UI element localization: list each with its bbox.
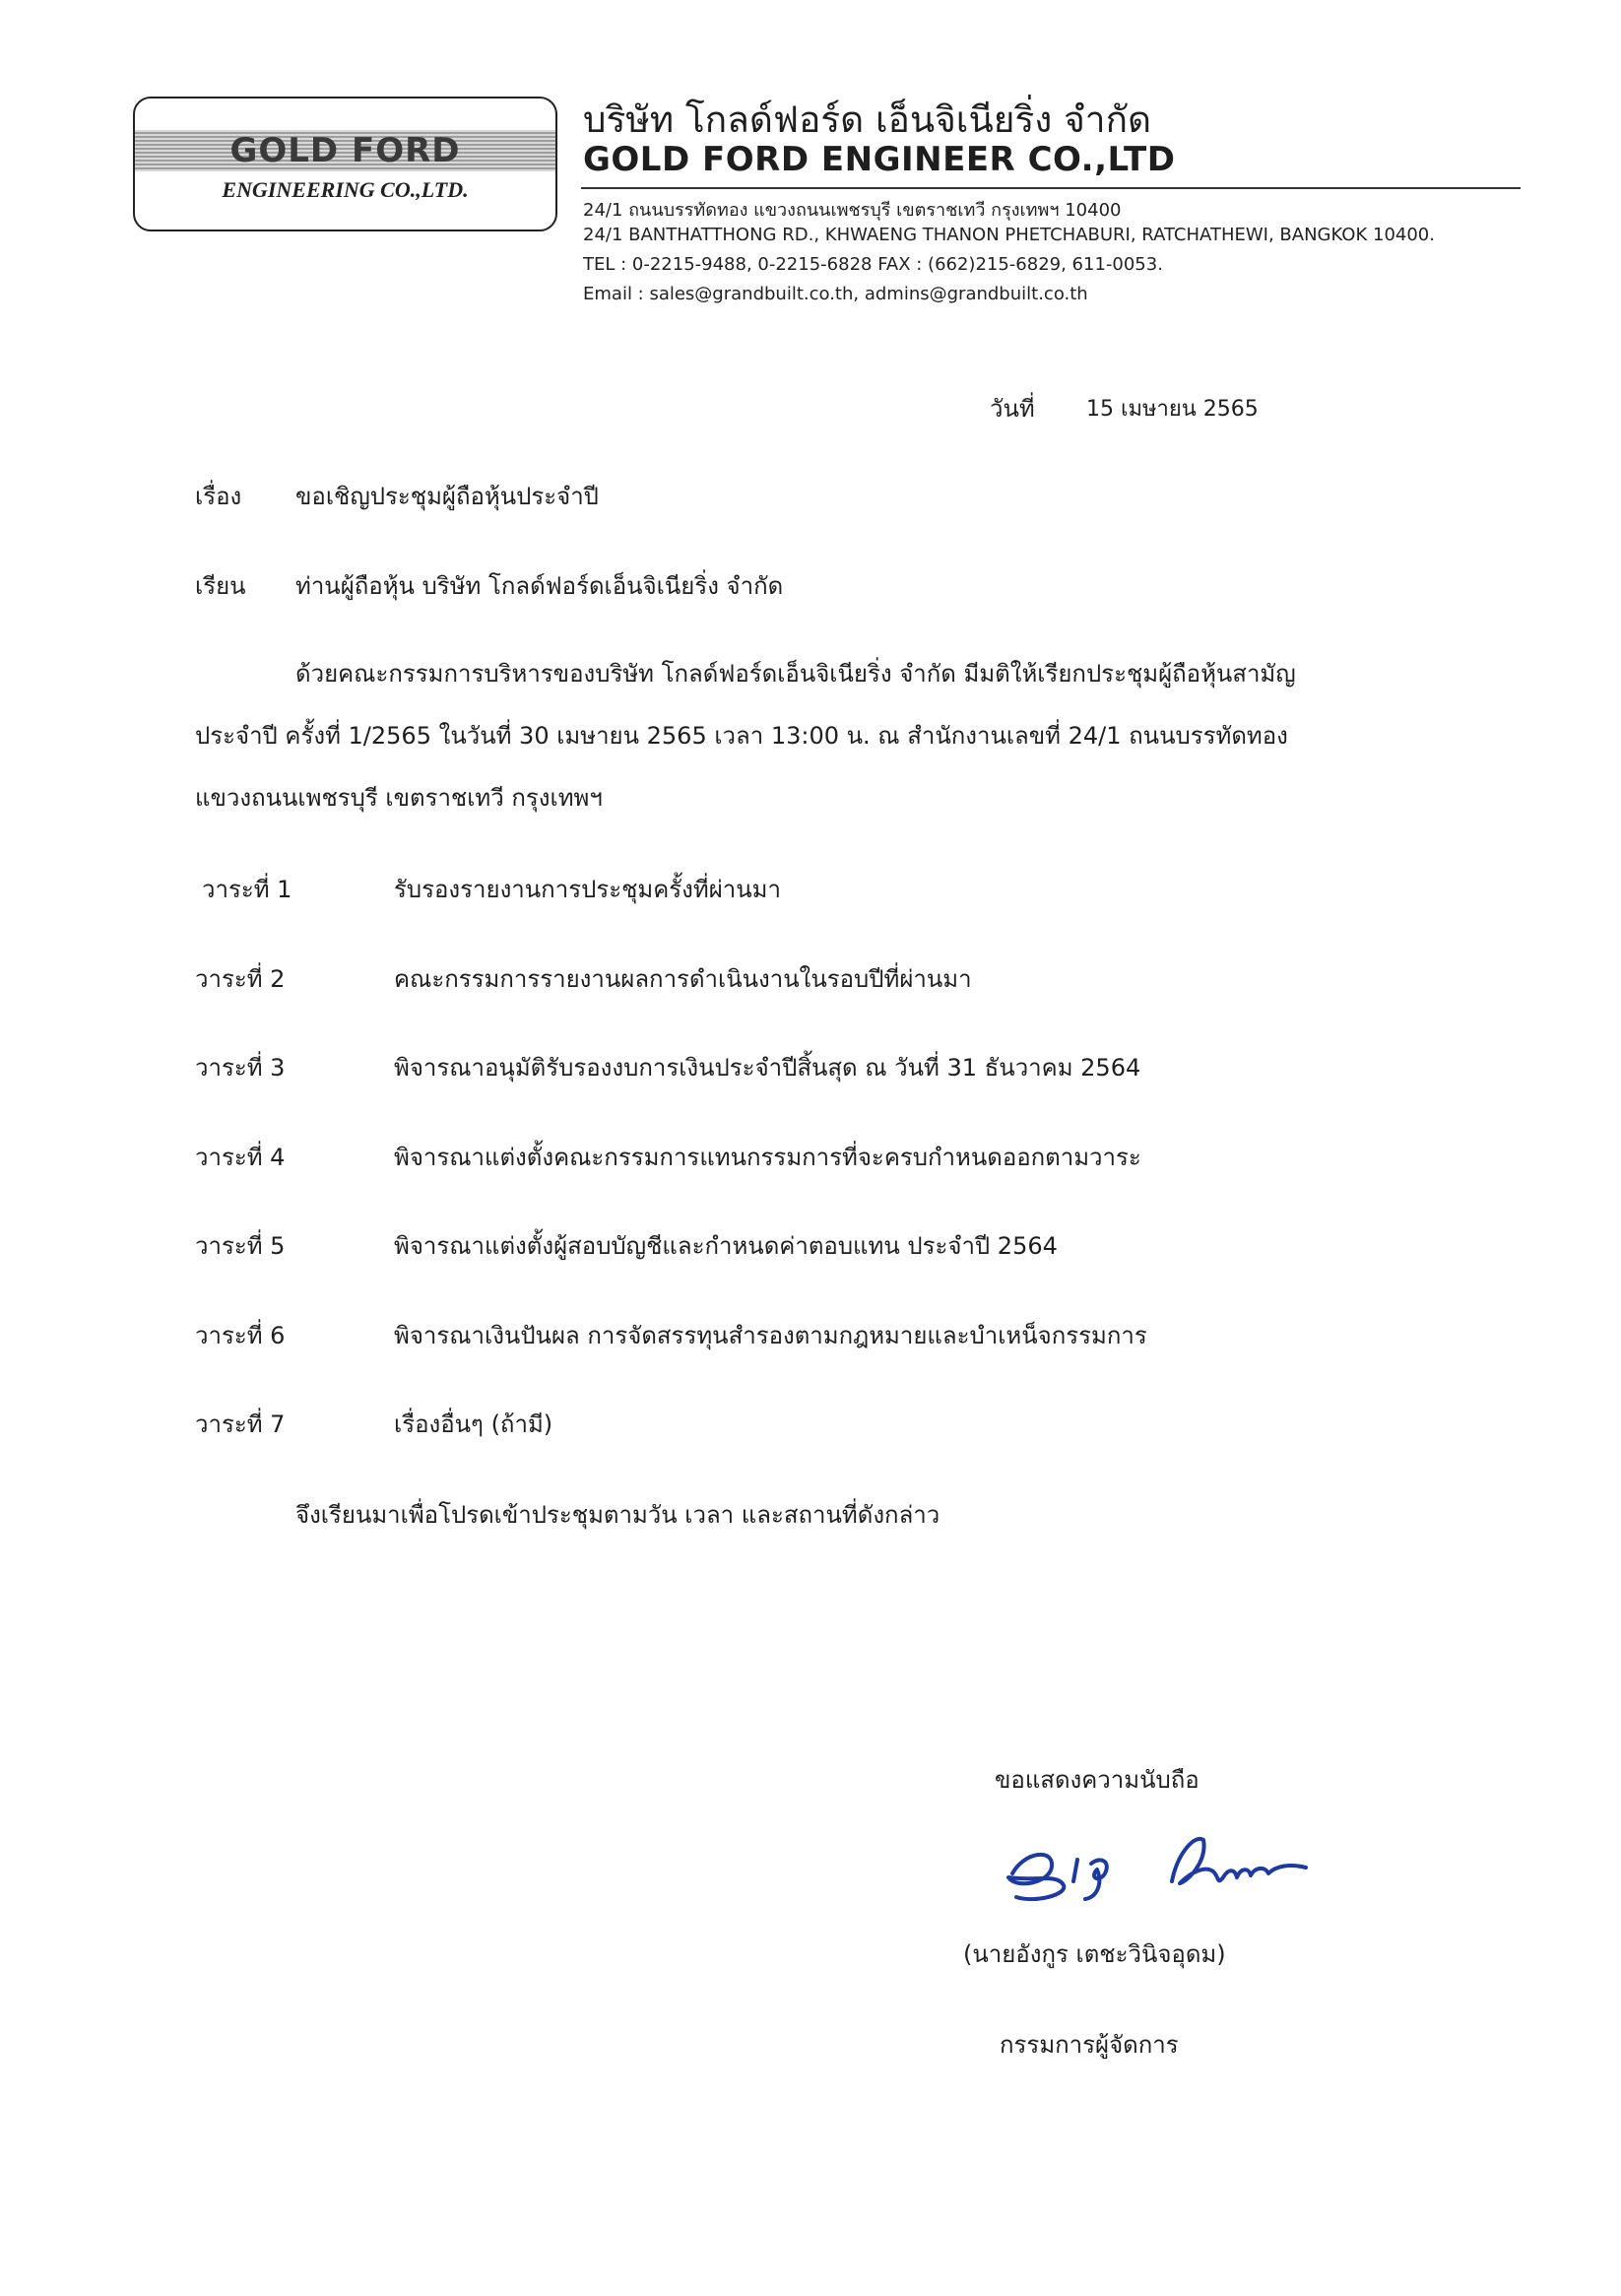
paragraph-line-1: ด้วยคณะกรรมการบริหารของบริษัท โกลด์ฟอร์ดเอ็นจิเนียริ่ง จำกัด มีมติให้เรียกประชุมผู้ถือหุ้นสามัญ — [295, 660, 1296, 688]
subject-text: ขอเชิญประชุมผู้ถือหุ้นประจำปี — [295, 483, 599, 510]
logo-subtitle: ENGINEERING CO.,LTD. — [222, 177, 469, 202]
agenda-item: คณะกรรมการรายงานผลการดำเนินงานในรอบปีที่ผ่านมา — [394, 965, 972, 993]
contact-phone-fax: TEL : 0-2215-9488, 0-2215-6828 FAX : (662)215-6829, 611-0053. — [583, 254, 1163, 275]
company-logo — [133, 97, 557, 231]
agenda-label: วาระที่ 3 — [195, 1054, 286, 1082]
agenda-label: วาระที่ 1 — [202, 876, 292, 903]
agenda-item: พิจารณาเงินปันผล การจัดสรรทุนสำรองตามกฎหมายและบำเหน็จกรรมการ — [394, 1322, 1147, 1349]
address-thai: 24/1 ถนนบรรทัดทอง แขวงถนนเพชรบุรี เขตราชเทวี กรุงเทพฯ 10400 — [583, 200, 1122, 221]
subject-label: เรื่อง — [195, 483, 242, 510]
agenda-label: วาระที่ 6 — [195, 1322, 286, 1349]
recipient-label: เรียน — [195, 572, 246, 600]
agenda-item: พิจารณาแต่งตั้งคณะกรรมการแทนกรรมการที่จะครบกำหนดออกตามวาระ — [394, 1144, 1141, 1171]
contact-email: Email : sales@grandbuilt.co.th, admins@grandbuilt.co.th — [583, 284, 1088, 304]
logo-name: GOLD FORD — [229, 131, 461, 170]
signatory-name: (นายอังกูร เตชะวินิจอุดม) — [963, 1940, 1226, 1968]
agenda-item: รับรองรายงานการประชุมครั้งที่ผ่านมา — [394, 876, 781, 903]
signature — [995, 1812, 1339, 1921]
company-name-english: GOLD FORD ENGINEER CO.,LTD — [583, 140, 1176, 179]
date-label: วันที่ — [990, 395, 1035, 423]
agenda-label: วาระที่ 7 — [195, 1410, 286, 1438]
signatory-position: กรรมการผู้จัดการ — [1000, 2031, 1179, 2059]
paragraph-line-2: ประจำปี ครั้งที่ 1/2565 ในวันที่ 30 เมษายน 2565 เวลา 13:00 น. ณ สำนักงานเลขที่ 24/1 ถนนบรรทัดทอง — [195, 722, 1288, 750]
closing-sentence: จึงเรียนมาเพื่อโปรดเข้าประชุมตามวัน เวลา และสถานที่ดังกล่าว — [295, 1501, 940, 1529]
agenda-item: พิจารณาแต่งตั้งผู้สอบบัญชีและกำหนดค่าตอบแทน ประจำปี 2564 — [394, 1232, 1058, 1260]
agenda-label: วาระที่ 4 — [195, 1144, 286, 1171]
agenda-item: พิจารณาอนุมัติรับรองงบการเงินประจำปีสิ้นสุด ณ วันที่ 31 ธันวาคม 2564 — [394, 1054, 1141, 1082]
address-english: 24/1 BANTHATTHONG RD., KHWAENG THANON PHETCHABURI, RATCHATHEWI, BANGKOK 10400. — [583, 225, 1435, 245]
company-name-thai: บริษัท โกลด์ฟอร์ด เอ็นจิเนียริ่ง จำกัด — [583, 98, 1152, 141]
header-divider — [581, 187, 1521, 189]
agenda-label: วาระที่ 5 — [195, 1232, 286, 1260]
recipient-text: ท่านผู้ถือหุ้น บริษัท โกลด์ฟอร์ดเอ็นจิเนียริ่ง จำกัด — [295, 572, 784, 600]
agenda-item: เรื่องอื่นๆ (ถ้ามี) — [394, 1410, 553, 1438]
date-value: 15 เมษายน 2565 — [1086, 397, 1259, 422]
agenda-label: วาระที่ 2 — [195, 965, 286, 993]
regards-text: ขอแสดงความนับถือ — [995, 1766, 1200, 1794]
paragraph-line-3: แขวงถนนเพชรบุรี เขตราชเทวี กรุงเทพฯ — [195, 784, 603, 812]
